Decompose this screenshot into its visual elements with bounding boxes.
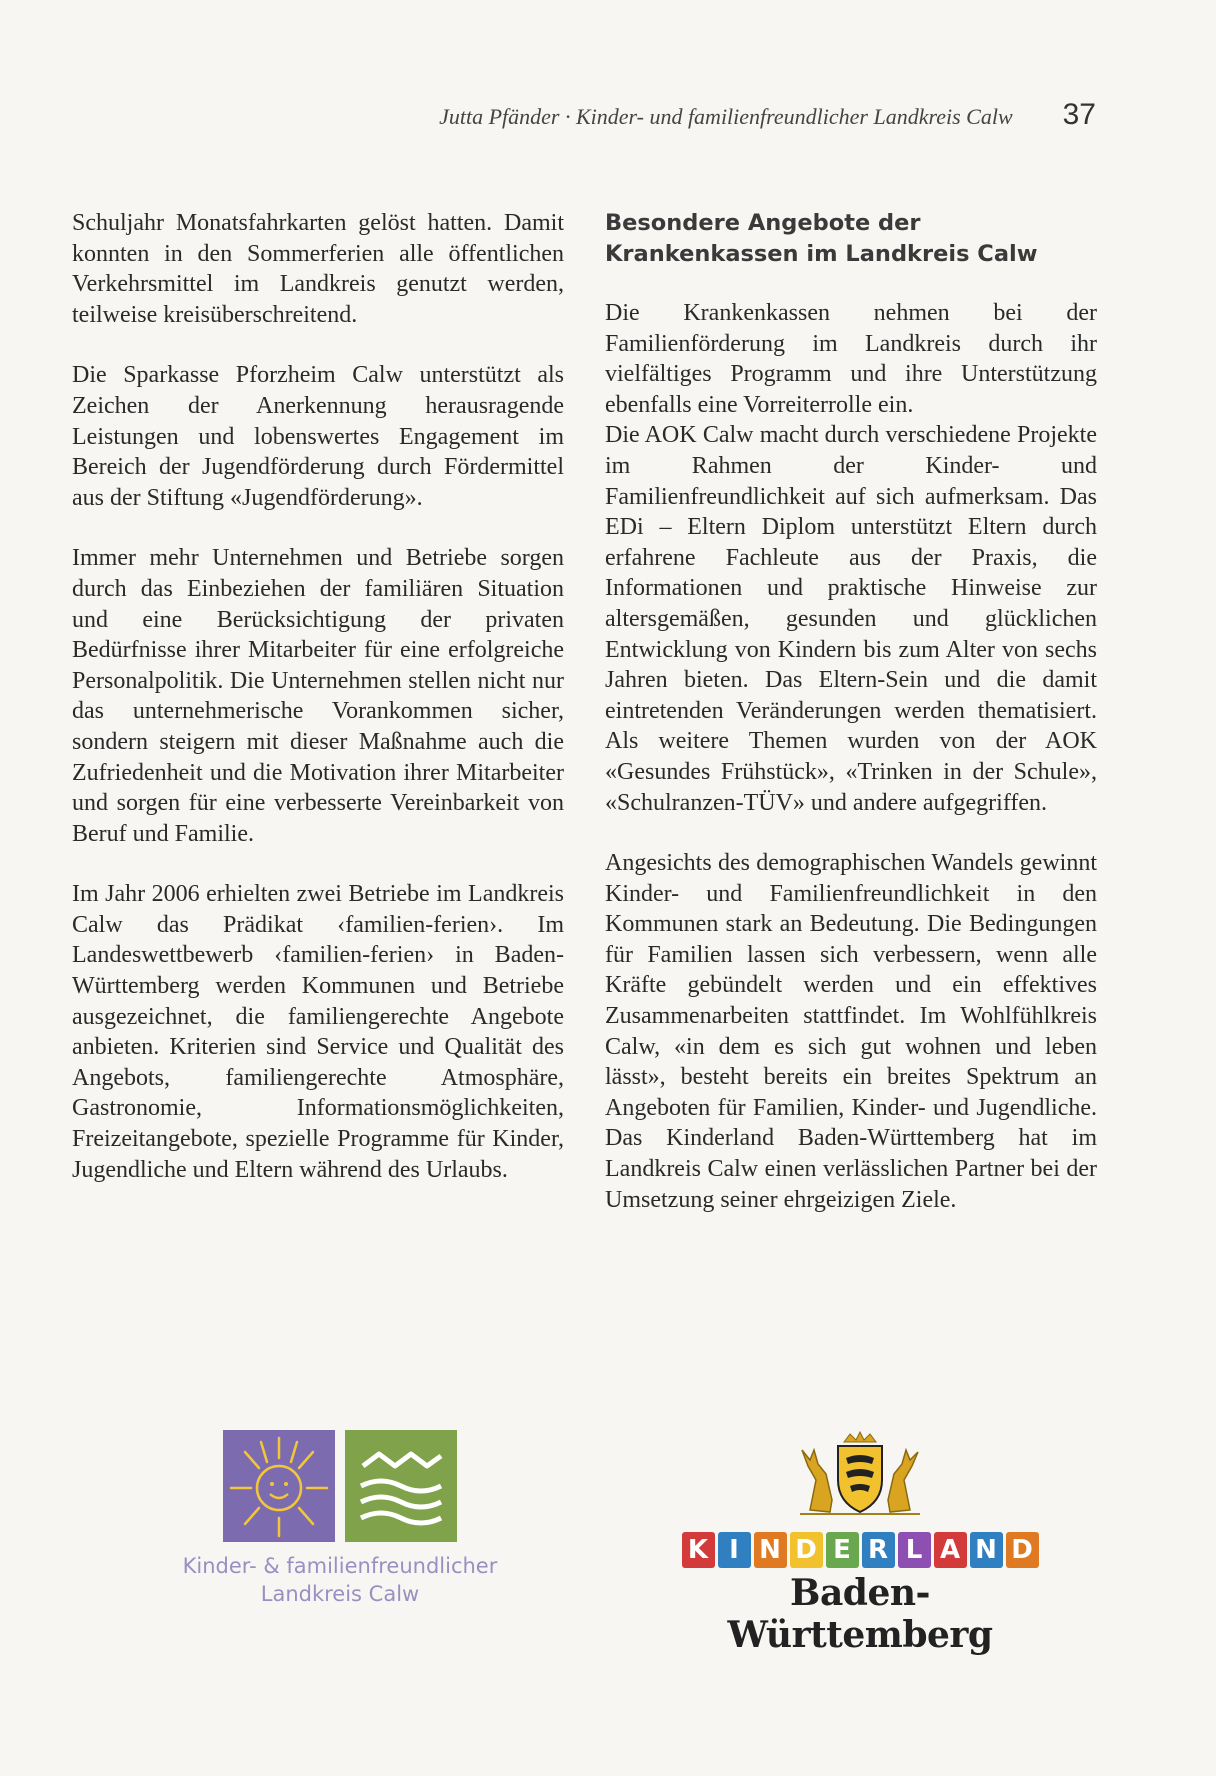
page-number: 37 <box>1062 98 1096 131</box>
kinderland-letter: A <box>934 1532 967 1568</box>
caption-line: Kinder- & familienfreundlicher <box>182 1554 498 1578</box>
running-header <box>439 98 1096 132</box>
kinderland-letter: I <box>718 1532 751 1568</box>
right-column <box>605 208 1097 1215</box>
caption-line: Landkreis Calw <box>260 1582 420 1606</box>
sun-icon <box>223 1430 335 1542</box>
kinderland-letter: L <box>898 1532 931 1568</box>
kinderland-letter: E <box>826 1532 859 1568</box>
section-title: Besondere Angebote der Krankenkassen im Landkreis Calw <box>605 210 1038 267</box>
kinderland-logo <box>670 1430 1050 1656</box>
kinderland-letter: R <box>862 1532 895 1568</box>
paragraph: Die Sparkasse Pforzheim Calw unterstützt als Zeichen der Anerkennung herausragende Leistungen und lobenswertes Engagement im Bereich der Jugendförderung durch Fördermittel aus der Stiftung «Jugendförderung». <box>72 362 564 511</box>
paragraph: Im Jahr 2006 erhielten zwei Betriebe im Landkreis Calw das Prädikat ‹familien-ferien›. Im Landeswettbewerb ‹familien-ferien› in Baden-Württemberg werden Kommunen und Betriebe ausgezeichnet, die familiengerechte Angebote anbieten. Kriterien sind Service und Qualität des Angebots, familiengerechte Atmosphäre, Gastronomie, Informationsmöglichkeiten, Freizeitangebote, spezielle Programme für Kinder, Jugendliche und Eltern während des Urlaubs. <box>72 881 564 1183</box>
kinderland-state-name: Baden-Württemberg <box>727 1572 993 1656</box>
calw-logo-caption <box>160 1552 520 1608</box>
paragraph: Schuljahr Monatsfahrkarten gelöst hatten. Damit konnten in den Sommerferien alle öffentlichen Verkehrsmittel im Landkreis genutzt werden, teilweise kreisüberschreitend. <box>72 210 564 328</box>
kinderland-wordmark <box>670 1532 1050 1568</box>
left-column <box>72 208 564 1185</box>
paragraph: Die Krankenkassen nehmen bei der Familienförderung im Landkreis durch ihr vielfältiges Programm und ihre Unterstützung ebenfalls eine Vorreiterrolle ein. <box>605 300 1097 418</box>
kinderland-letter: N <box>970 1532 1003 1568</box>
kinderland-letter: D <box>790 1532 823 1568</box>
running-head-text: Jutta Pfänder · Kinder- und familienfreundlicher Landkreis Calw <box>439 104 1013 129</box>
kinderland-letter: D <box>1006 1532 1039 1568</box>
coat-of-arms-icon <box>670 1430 1050 1524</box>
paragraph: Die AOK Calw macht durch verschiedene Projekte im Rahmen der Kinder- und Familienfreundlichkeit auf sich aufmerksam. Das EDi – Eltern Diplom unterstützt Eltern durch erfahrene Fachleute aus der Praxis, die Informationen und praktische Hinweise zur altersgemäßen, gesunden und glücklichen Entwicklung von Kindern bis zum Alter von sechs Jahren bieten. Das Eltern-Sein und die damit eintretenden Veränderungen werden thematisiert. Als weitere Themen wurden von der AOK «Gesundes Frühstück», «Trinken in der Schule», «Schulranzen-TÜV» und andere aufgegriffen. <box>605 422 1097 816</box>
kinderland-letter: K <box>682 1532 715 1568</box>
paragraph: Immer mehr Unternehmen und Betriebe sorgen durch das Einbeziehen der familiären Situation und eine Berücksichtigung der privaten Bedürfnisse ihrer Mitarbeiter für eine erfolgreiche Personalpolitik. Die Unternehmen stellen nicht nur das unternehmerische Vorankommen sicher, sondern steigern mit dieser Maßnahme auch die Zufriedenheit und die Motivation ihrer Mitarbeiter und sorgen für eine verbesserte Vereinbarkeit von Beruf und Familie. <box>72 545 564 847</box>
paragraph: Angesichts des demographischen Wandels gewinnt Kinder- und Familienfreundlichkeit in den Kommunen stark an Bedeutung. Die Bedingungen für Familien lassen sich verbessern, wenn alle Kräfte gebündelt werden und ein effektives Zusammenarbeiten stattfindet. Im Wohlfühlkreis Calw, «in dem es sich gut wohnen und leben lässt», besteht bereits ein breites Spektrum an Angeboten für Familien, Kinder- und Jugendliche. Das Kinderland Baden-Württemberg hat im Landkreis Calw einen verlässlichen Partner bei der Umsetzung seiner ehrgeizigen Ziele. <box>605 850 1097 1213</box>
calw-logo <box>160 1430 520 1608</box>
kinderland-letter: N <box>754 1532 787 1568</box>
wave-icon <box>345 1430 457 1542</box>
